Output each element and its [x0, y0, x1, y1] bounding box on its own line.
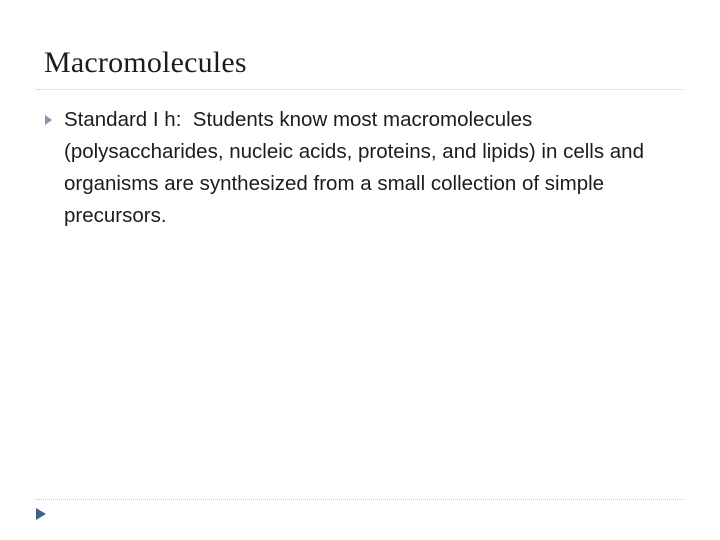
triangle-right-icon [44, 113, 64, 131]
bullet-item [44, 104, 684, 232]
title-divider [36, 89, 684, 90]
bullet-text: Standard I h: Students know most macromolecules (polysaccharides, nucleic acids, proteins, and lipids) in cells and organisms are synthesized from a small collection of simple precursors. [64, 108, 650, 227]
triangle-right-icon [34, 507, 48, 521]
footer-divider [36, 499, 684, 500]
slide-title: Macromolecules [44, 46, 247, 79]
slide-body [44, 104, 684, 232]
